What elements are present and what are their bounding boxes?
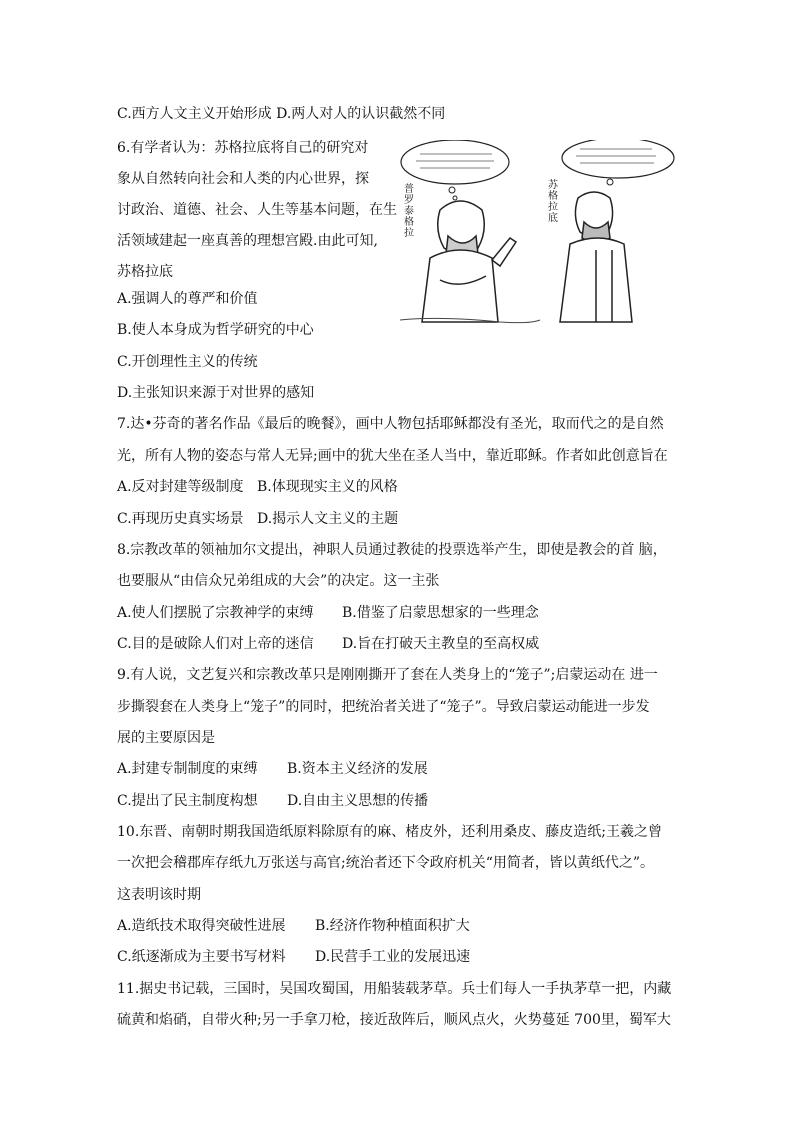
right-figure-name: 苏格拉底: [548, 180, 558, 224]
q8-option-c: C.目的是破除人们对上帝的迷信: [117, 636, 314, 652]
question-6-stem: [117, 133, 397, 288]
q6-option-b: B.使人本身成为哲学研究的中心: [117, 322, 314, 338]
q7-stem-line: 光，所有人物的姿态与常人无异;画中的犹大坐在圣人当中，靠近耶稣。作者如此创意旨在: [117, 448, 668, 464]
q6-option-c: C.开创理性主义的传统: [117, 354, 258, 370]
q10-option-a: A.造纸技术取得突破性进展: [117, 918, 286, 934]
q9-option-b: B.资本主义经济的发展: [287, 761, 428, 777]
q6-line: 苏格拉底: [117, 264, 173, 280]
speech-bubble-right: [562, 140, 674, 178]
q9-stem-line: 步撕裂套在人类身上“笼子”的同时，把统治者关进了“笼子”。导致启蒙运动能进一步发: [117, 699, 650, 715]
q10-options-cd: [117, 947, 470, 967]
q10-stem-line: 这表明该时期: [117, 887, 201, 903]
q6-option-a: A.强调人的尊严和价值: [117, 291, 258, 307]
q8-options-ab: [117, 603, 539, 623]
q7-option-c: C.再现历史真实场景: [117, 511, 244, 527]
q10-option-c: C.纸逐渐成为主要书写材料: [117, 949, 286, 965]
q7-option-b: B.体现现实主义的风格: [257, 479, 398, 495]
q7-options-ab: [117, 477, 398, 497]
q6-line: 活领域建起一座真善的理想宫殿.由此可知,: [117, 233, 378, 249]
q10-stem-line: 一次把会稽郡库存纸九万张送与高官;统治者还下令政府机关“用简者，皆以黄纸代之”。: [117, 855, 655, 871]
q7-option-a: A.反对封建等级制度: [117, 479, 244, 495]
q8-stem-line: 8.宗教改革的领袖加尔文提出，神职人员通过教徒的投票选举产生，即使是教会的首 脑，: [117, 542, 667, 558]
q6-option-d: D.主张知识来源于对世界的感知: [117, 385, 315, 401]
q7-stem-line: 7.达•芬奇的著名作品《最后的晚餐》，画中人物包括耶稣都没有圣光，取而代之的是自然: [117, 416, 664, 432]
q6-line: 6.有学者认为：苏格拉底将自己的研究对: [117, 140, 369, 156]
q10-option-b: B.经济作物种植面积扩大: [315, 918, 470, 934]
q9-options-ab: [117, 759, 428, 779]
q7-option-d: D.揭示人文主义的主题: [257, 511, 399, 527]
left-figure-name: 普罗泰格拉: [404, 184, 414, 239]
q6-line: 讨政治、道德、社会、人生等基本问题，在生: [117, 202, 397, 218]
q8-stem-line: 也要服从“由信众兄弟组成的大会”的决定。这一主张: [117, 573, 440, 589]
q9-stem-line: 展的主要原因是: [117, 730, 215, 746]
q9-option-a: A.封建专制制度的束缚: [117, 761, 258, 777]
q8-options-cd: [117, 634, 539, 654]
q8-option-b: B.借鉴了启蒙思想家的一些理念: [342, 605, 539, 621]
q10-stem-line: 10.东晋、南朝时期我国造纸原料除原有的麻、楮皮外，还利用桑皮、藤皮造纸;王羲之曾: [117, 824, 662, 840]
q9-option-c: C.提出了民主制度构想: [117, 793, 258, 809]
speech-bubble-left: [401, 140, 509, 184]
protagoras-figure: [422, 201, 516, 322]
socrates-figure: [560, 192, 632, 322]
q9-options-cd: [117, 791, 428, 811]
q6-line: 象从自然转向社会和人类的内心世界，探: [117, 171, 369, 187]
q7-options-cd: [117, 509, 398, 529]
q8-option-d: D.旨在打破天主教皇的至高权威: [342, 636, 540, 652]
q8-option-a: A.使人们摆脱了宗教神学的束缚: [117, 605, 314, 621]
q9-stem-line: 9.有人说，文艺复兴和宗教改革只是刚刚撕开了套在人类身上的“笼子”;启蒙运动在 进一: [117, 667, 658, 683]
q11-stem-line: 11.据史书记载，三国时，吴国攻蜀国，用船装载茅草。兵士们每人一手执茅草一把，内藏: [117, 981, 672, 997]
q10-option-d: D.民营手工业的发展迅速: [315, 949, 471, 965]
q11-stem-line: 硫黄和焰硝，自带火种;另一手拿刀枪，接近敌阵后，顺风点火，火势蔓延 700里，蜀军大: [117, 1012, 671, 1028]
philosophers-cartoon: [400, 140, 676, 324]
q10-options-ab: [117, 916, 470, 936]
q5-options-cd: C.西方人文主义开始形成 D.两人对人的认识截然不同: [117, 106, 446, 122]
q9-option-d: D.自由主义思想的传播: [287, 793, 429, 809]
